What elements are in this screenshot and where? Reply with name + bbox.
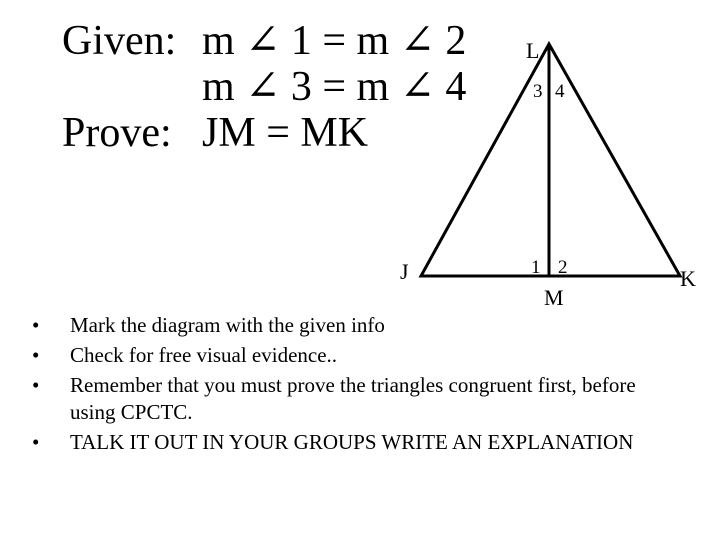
given-label: Given: (62, 18, 177, 64)
point-label-j: J (400, 259, 409, 284)
angle-label-3: 3 (533, 81, 543, 102)
angle-label-1: 1 (531, 257, 541, 278)
instruction-item: • TALK IT OUT IN YOUR GROUPS WRITE AN EXPLANATION (30, 429, 650, 456)
instruction-item: • Remember that you must prove the triangles congruent first, before using CPCTC. (30, 372, 650, 426)
instruction-item: • Check for free visual evidence.. (30, 342, 650, 369)
angle-label-4: 4 (555, 81, 565, 102)
given-statement-1: m ∠ 1 = m ∠ 2 (202, 18, 467, 64)
point-label-k: K (680, 266, 696, 291)
instruction-item: • Mark the diagram with the given info (30, 312, 650, 339)
given-statement-2: m ∠ 3 = m ∠ 4 (202, 64, 467, 110)
prove-statement: JM = MK (202, 110, 369, 156)
point-label-l: L (526, 38, 540, 63)
instructions-list (30, 312, 650, 459)
prove-label: Prove: (62, 110, 172, 156)
point-label-m: M (544, 285, 564, 310)
angle-label-2: 2 (558, 257, 568, 278)
